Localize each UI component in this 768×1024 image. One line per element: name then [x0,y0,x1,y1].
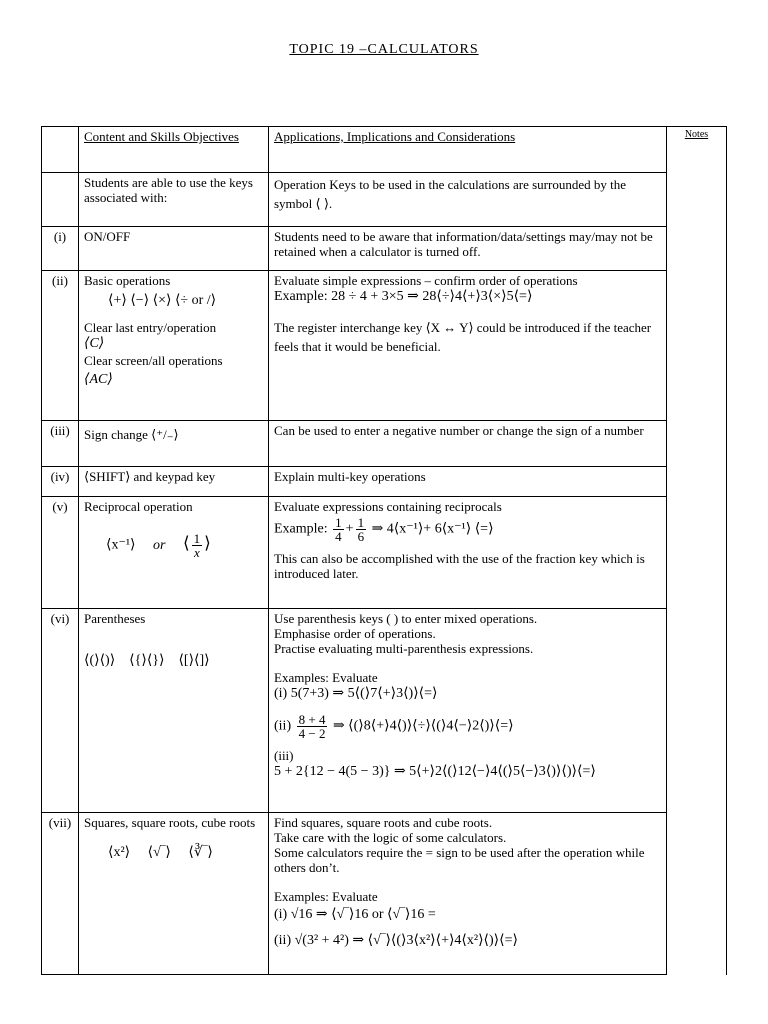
row-num: (iv) [42,467,79,497]
row-v [42,497,727,609]
row-applications: Evaluate expressions containing reciprocals Example: $\frac{1}{4}$ + $\frac{1}{6}$ ⇒ 4⟨x⁻¹⟩+ 6⟨x⁻¹⟩ ⟨=⟩ This can also be accomplished with the use of the fraction key which is introduced later. [269,497,667,609]
clear-all-label: Clear screen/all operations [84,353,223,368]
header-applications: Applications, Implications and Considerations [269,127,667,173]
row-applications: Students need to be aware that information/data/settings may/may not be retained when a calculator is turned off. [269,227,667,271]
header-row [42,127,727,173]
row-content: Parentheses ⟨(⟩⟨)⟩ ⟨{⟩⟨}⟩ ⟨[⟩⟨]⟩ [79,609,269,813]
notes-column: Notes [667,127,727,975]
example: 5 + 2{12 − 4(5 − 3)} ⇒ 5⟨+⟩2⟨(⟩12⟨−⟩4⟨(⟩5⟨−⟩3⟨)⟩⟨)⟩⟨=⟩ [274,764,596,779]
row-vii [42,813,727,975]
content-label: Basic operations [84,273,171,288]
row-num: (i) [42,227,79,271]
row-content: Sign change ⟨⁺/₋⟩ [79,421,269,467]
row-iv [42,467,727,497]
page-title: TOPIC 19 –CALCULATORS [289,42,479,57]
row-content: ON/OFF [79,227,269,271]
row-num: (iii) [42,421,79,467]
example: (i) √16 ⇒ ⟨√‾⟩16 or ⟨√‾⟩16 = [274,907,436,922]
row-content: Reciprocal operation ⟨x⁻¹⟩ or ⟨ $\frac{1}{x}$ ⟩ [79,497,269,609]
intro-applications: Operation Keys to be used in the calculations are surrounded by the symbol ⟨ ⟩. [269,173,667,227]
example: (i) 5(7+3) ⇒ 5⟨(⟩7⟨+⟩3⟨)⟩⟨=⟩ [274,686,438,701]
row-ii [42,271,727,421]
row-i [42,227,727,271]
row-num: (vi) [42,609,79,813]
clear-all-key: ⟨AC⟩ [84,372,113,387]
example: Example: 28 ÷ 4 + 3×5 ⇒ 28⟨÷⟩4⟨+⟩3⟨×⟩5⟨=⟩ [274,289,533,304]
intro-content: Students are able to use the keys associated with: [79,173,269,227]
row-vi [42,609,727,813]
header-content: Content and Skills Objectives [79,127,269,173]
row-num: (v) [42,497,79,609]
row-iii [42,421,727,467]
example: (ii) $\frac{8 + 4}{4 - 2}$ ⇒ ⟨(⟩8⟨+⟩4⟨)⟩⟨÷⟩⟨(⟩4⟨−⟩2⟨)⟩⟨=⟩ [274,712,514,741]
reciprocal-fraction-key: $\frac{1}{x}$ [193,531,201,560]
clear-entry-label: Clear last entry/operation [84,320,217,335]
reciprocal-key: ⟨x⁻¹⟩ [106,537,136,553]
row-content: ⟨SHIFT⟩ and keypad key [79,467,269,497]
row-content: Squares, square roots, cube roots ⟨x²⟩ ⟨√‾⟩ ⟨∛‾⟩ [79,813,269,975]
clear-entry-key: ⟨C⟩ [84,336,105,351]
row-applications: Explain multi-key operations [269,467,667,497]
intro-row [42,173,727,227]
operation-keys: ⟨+⟩ ⟨−⟩ ⟨×⟩ ⟨÷ or /⟩ [108,293,217,308]
curriculum-table [41,126,727,975]
example: (ii) √(3² + 4²) ⇒ ⟨√‾⟩⟨(⟩3⟨x²⟩⟨+⟩4⟨x²⟩⟨)⟩⟨=⟩ [274,933,518,948]
parenthesis-keys: ⟨(⟩⟨)⟩ ⟨{⟩⟨}⟩ ⟨[⟩⟨]⟩ [84,653,210,668]
row-applications: Find squares, square roots and cube roots. Take care with the logic of some calculators. Some calculators require the = sign to be used after the operation while others don’t. Examples: Evaluate (i) √16 ⇒ ⟨√‾⟩16 or ⟨√‾⟩16 = (ii) √(3² + 4²) ⇒ ⟨√‾⟩⟨(⟩3⟨x²⟩⟨+⟩4⟨x²⟩⟨)⟩⟨=⟩ [269,813,667,975]
example: Example: $\frac{1}{4}$ + $\frac{1}{6}$ ⇒ 4⟨x⁻¹⟩+ 6⟨x⁻¹⟩ ⟨=⟩ [274,515,494,544]
row-applications: Can be used to enter a negative number or change the sign of a number [269,421,667,467]
row-num: (vii) [42,813,79,975]
row-num: (ii) [42,271,79,421]
row-content [79,271,269,421]
power-root-keys: ⟨x²⟩ ⟨√‾⟩ ⟨∛‾⟩ [108,845,213,860]
row-applications: Use parenthesis keys ( ) to enter mixed operations. Emphasise order of operations. Practise evaluating multi-parenthesis expressions. Examples: Evaluate (i) 5(7+3) ⇒ 5⟨(⟩7⟨+⟩3⟨)⟩⟨=⟩ (ii) $\frac{8 + 4}{4 - 2}$ ⇒ ⟨(⟩8⟨+⟩4⟨)⟩⟨÷⟩⟨(⟩4⟨−⟩2⟨)⟩⟨=⟩ (iii) 5 + 2{12 − 4(5 − 3)} ⇒ 5⟨+⟩2⟨(⟩12⟨−⟩4⟨(⟩5⟨−⟩3⟨)⟩⟨)⟩⟨=⟩ [269,609,667,813]
header-num-cell [42,127,79,173]
row-applications: Evaluate simple expressions – confirm order of operations Example: 28 ÷ 4 + 3×5 ⇒ 28⟨÷⟩4⟨+⟩3⟨×⟩5⟨=⟩ The register interchange key ⟨X ↔ Y⟩ could be introduced if the teacher feels that it would be beneficial. [269,271,667,421]
